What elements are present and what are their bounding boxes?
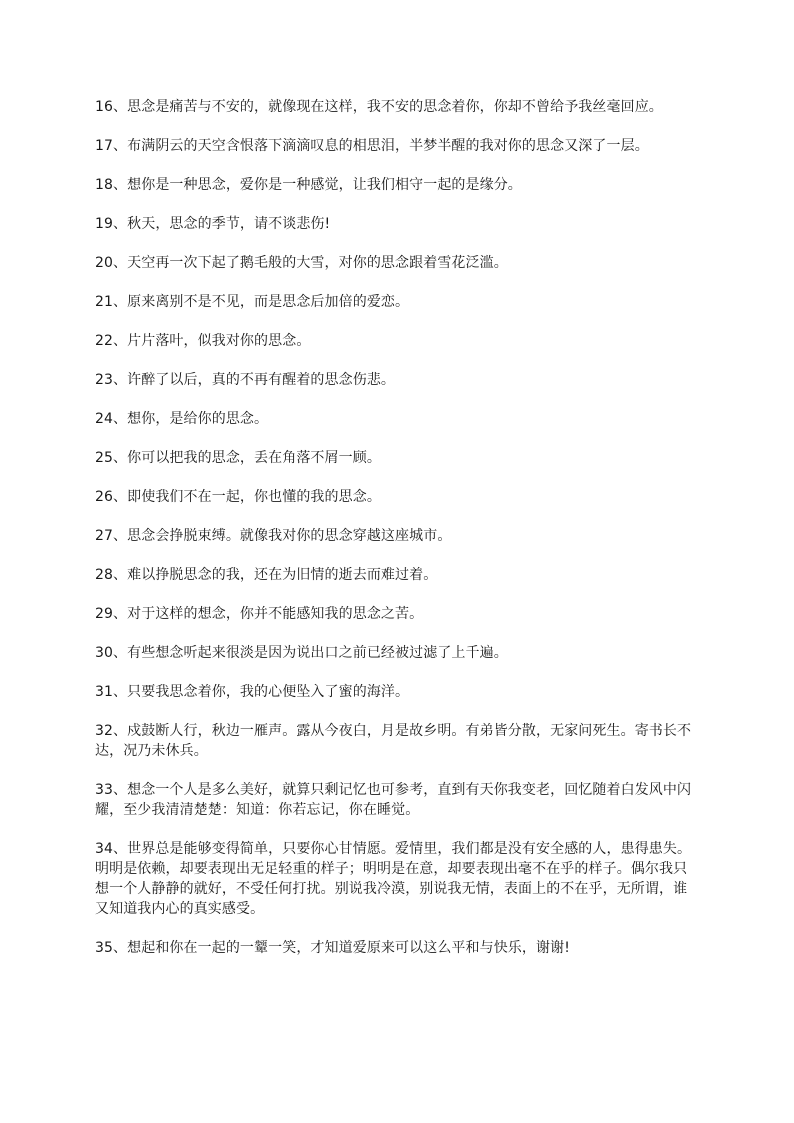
paragraph-22: 22、片片落叶，似我对你的思念。 bbox=[95, 333, 311, 349]
paragraph-30: 30、有些想念听起来很淡是因为说出口之前已经被过滤了上千遍。 bbox=[95, 645, 508, 661]
paragraph-17: 17、布满阴云的天空含恨落下滴滴叹息的相思泪，半梦半醒的我对你的思念又深了一层。 bbox=[95, 138, 649, 154]
paragraph-28: 28、难以挣脱思念的我，还在为旧情的逝去而难过着。 bbox=[95, 567, 438, 583]
paragraph-25: 25、你可以把我的思念，丢在角落不屑一顾。 bbox=[95, 450, 381, 466]
paragraph-34: 34、世界总是能够变得简单，只要你心甘情愿。爱情里，我们都是没有安全感的人，患得患失。明明是依赖，却要表现出无足轻重的样子；明明是在意，却要表现出毫不在乎的样子。偶尔我只想一个人静静的就好，不受任何打扰。别说我冷漠，别说我无情，表面上的不在乎，无所谓，谁又知道我内心的真实感受。 bbox=[95, 841, 692, 917]
paragraph-29: 29、对于这样的想念，你并不能感知我的思念之苦。 bbox=[95, 606, 424, 622]
paragraph-18: 18、想你是一种思念，爱你是一种感觉，让我们相守一起的是缘分。 bbox=[95, 177, 522, 193]
paragraph-24: 24、想你，是给你的思念。 bbox=[95, 411, 269, 427]
paragraph-32: 32、戍鼓断人行，秋边一雁声。露从今夜白，月是故乡明。有弟皆分散，无家问死生。寄书长不达，况乃未休兵。 bbox=[95, 723, 692, 759]
paragraph-21: 21、原来离别不是不见，而是思念后加倍的爱恋。 bbox=[95, 294, 410, 310]
paragraph-23: 23、许醉了以后，真的不再有醒着的思念伤悲。 bbox=[95, 372, 396, 388]
paragraph-27: 27、思念会挣脱束缚。就像我对你的思念穿越这座城市。 bbox=[95, 528, 452, 544]
paragraph-19: 19、秋天，思念的季节，请不谈悲伤! bbox=[95, 216, 331, 232]
paragraph-33: 33、想念一个人是多么美好，就算只剩记忆也可参考，直到有天你我变老，回忆随着白发风中闪耀，至少我清清楚楚：知道：你若忘记，你在睡觉。 bbox=[95, 782, 692, 818]
document-body bbox=[95, 97, 699, 977]
paragraph-26: 26、即使我们不在一起，你也懂的我的思念。 bbox=[95, 489, 381, 505]
paragraph-16: 16、思念是痛苦与不安的，就像现在这样，我不安的思念着你，你却不曾给予我丝毫回应。 bbox=[95, 99, 663, 115]
paragraph-31: 31、只要我思念着你，我的心便坠入了蜜的海洋。 bbox=[95, 684, 410, 700]
paragraph-35: 35、想起和你在一起的一颦一笑，才知道爱原来可以这么平和与快乐，谢谢! bbox=[95, 940, 570, 956]
paragraph-20: 20、天空再一次下起了鹅毛般的大雪，对你的思念跟着雪花泛滥。 bbox=[95, 255, 508, 271]
